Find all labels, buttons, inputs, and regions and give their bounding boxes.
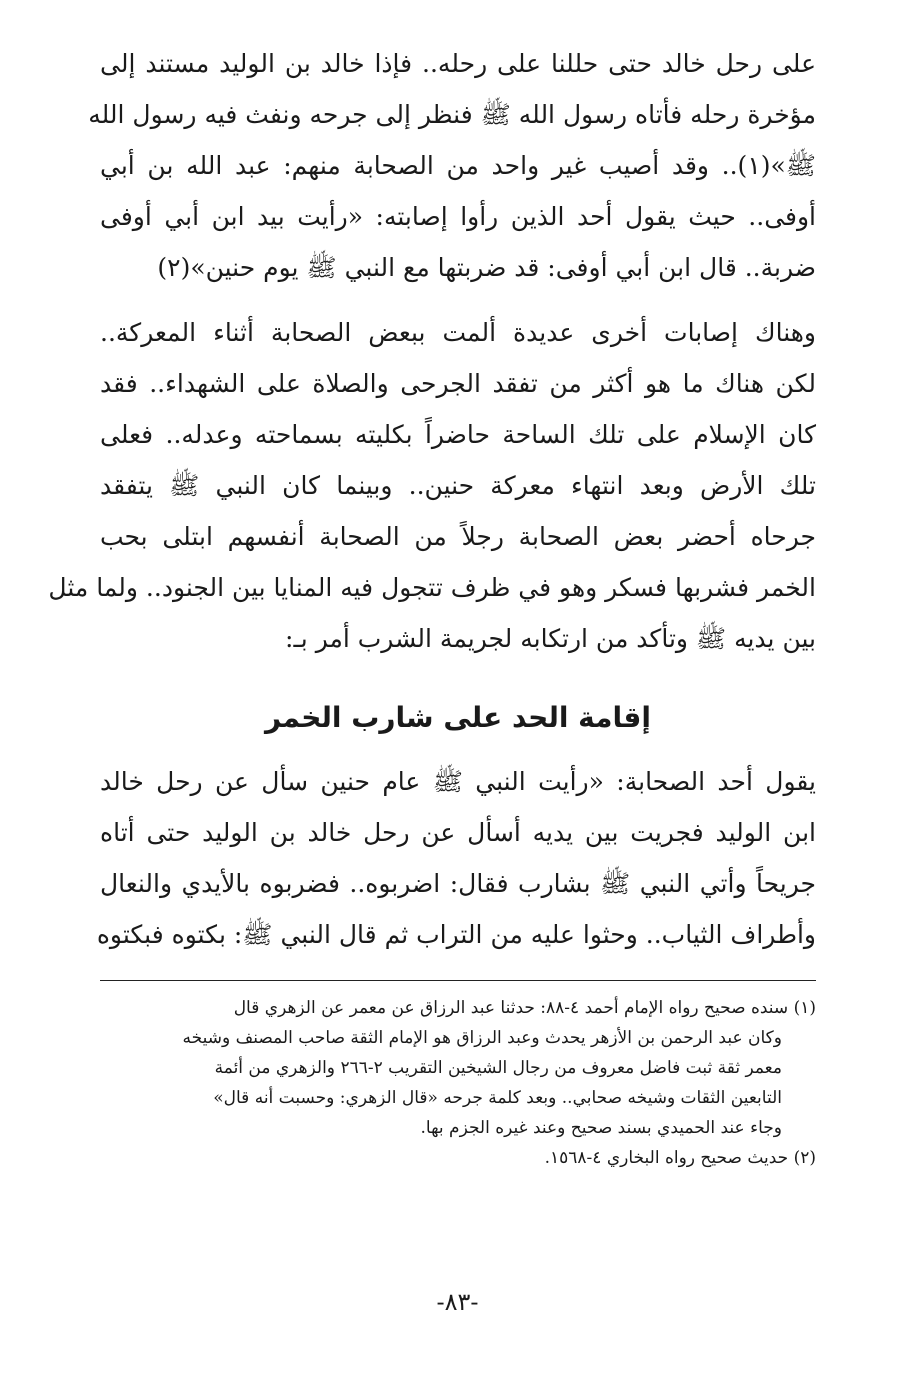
footnote-line: معمر ثقة ثبت فاضل معروف من رجال الشيخين التقريب ٢-٢٦٦ والزهري من أئمة <box>214 1058 782 1078</box>
footnote-line: وجاء عند الحميدي بسند صحيح وعند غيره الجزم بها. <box>420 1118 782 1138</box>
text-line: وأطراف الثياب.. وحثوا عليه من التراب ثم قال النبي ﷺ: بكتوه فبكتوه <box>96 920 816 949</box>
text-line: الخمر فشربها فسكر وهو في ظرف تتجول فيه المنايا بين الجنود.. ولما مثل <box>48 573 816 602</box>
text-line: بين يديه ﷺ وتأكد من ارتكابه لجريمة الشرب أمر بـ: <box>285 624 816 653</box>
section-heading: إقامة الحد على شارب الخمر <box>265 701 651 734</box>
page-body <box>48 38 816 1173</box>
text-line: لكن هناك ما هو أكثر من تفقد الجرحى والصلاة على الشهداء.. فقد <box>100 369 816 398</box>
text-line: ﷺ»(١).. وقد أصيب غير واحد من الصحابة منهم: عبد الله بن أبي <box>100 151 816 180</box>
footnote-line: (١) سنده صحيح رواه الإمام أحمد ٤-٨٨: حدثنا عبد الرزاق عن معمر عن الزهري قال <box>233 998 816 1018</box>
paragraph-3 <box>96 756 816 960</box>
footnotes <box>100 993 816 1173</box>
text-line: ضربة.. قال ابن أبي أوفى: قد ضربتها مع النبي ﷺ يوم حنين»(٢) <box>157 253 816 282</box>
paragraph-2 <box>48 307 816 664</box>
text-line: أوفى.. حيث يقول أحد الذين رأوا إصابته: «رأيت بيد ابن أبي أوفى <box>100 202 816 231</box>
footnote-line: (٢) حديث صحيح رواه البخاري ٤-١٥٦٨. <box>544 1148 816 1168</box>
text-line: تلك الأرض وبعد انتهاء معركة حنين.. وبينما كان النبي ﷺ يتفقد <box>100 471 816 500</box>
text-line: كان الإسلام على تلك الساحة حاضراً بكليته بسماحته وعدله.. فعلى <box>100 420 816 449</box>
footnote-line: التابعين الثقات وشيخه صحابي.. وبعد كلمة جرحه «قال الزهري: وحسبت أنه قال» <box>213 1088 782 1108</box>
text-line: مؤخرة رحله فأتاه رسول الله ﷺ فنظر إلى جرحه ونفث فيه رسول الله <box>88 100 816 129</box>
paragraph-1 <box>88 38 816 293</box>
text-line: جريحاً وأتي النبي ﷺ بشارب فقال: اضربوه.. فضربوه بالأيدي والنعال <box>100 869 816 898</box>
page-number: -٨٣- <box>436 1288 479 1316</box>
text-line: ابن الوليد فجريت بين يديه أسأل عن رحل خالد بن الوليد حتى أتاه <box>100 818 816 847</box>
text-line: يقول أحد الصحابة: «رأيت النبي ﷺ عام حنين سأل عن رحل خالد <box>100 767 816 796</box>
footnote-line: وكان عبد الرحمن بن الأزهر يحدث وعبد الرزاق هو الإمام الثقة صاحب المصنف وشيخه <box>182 1028 782 1048</box>
footnote-divider <box>100 980 816 981</box>
text-line: على رحل خالد حتى حللنا على رحله.. فإذا خالد بن الوليد مستند إلى <box>100 49 816 78</box>
text-line: وهناك إصابات أخرى عديدة ألمت ببعض الصحابة أثناء المعركة.. <box>100 318 816 347</box>
text-line: جرحاه أحضر بعض الصحابة رجلاً من الصحابة أنفسهم ابتلى بحب <box>100 522 816 551</box>
